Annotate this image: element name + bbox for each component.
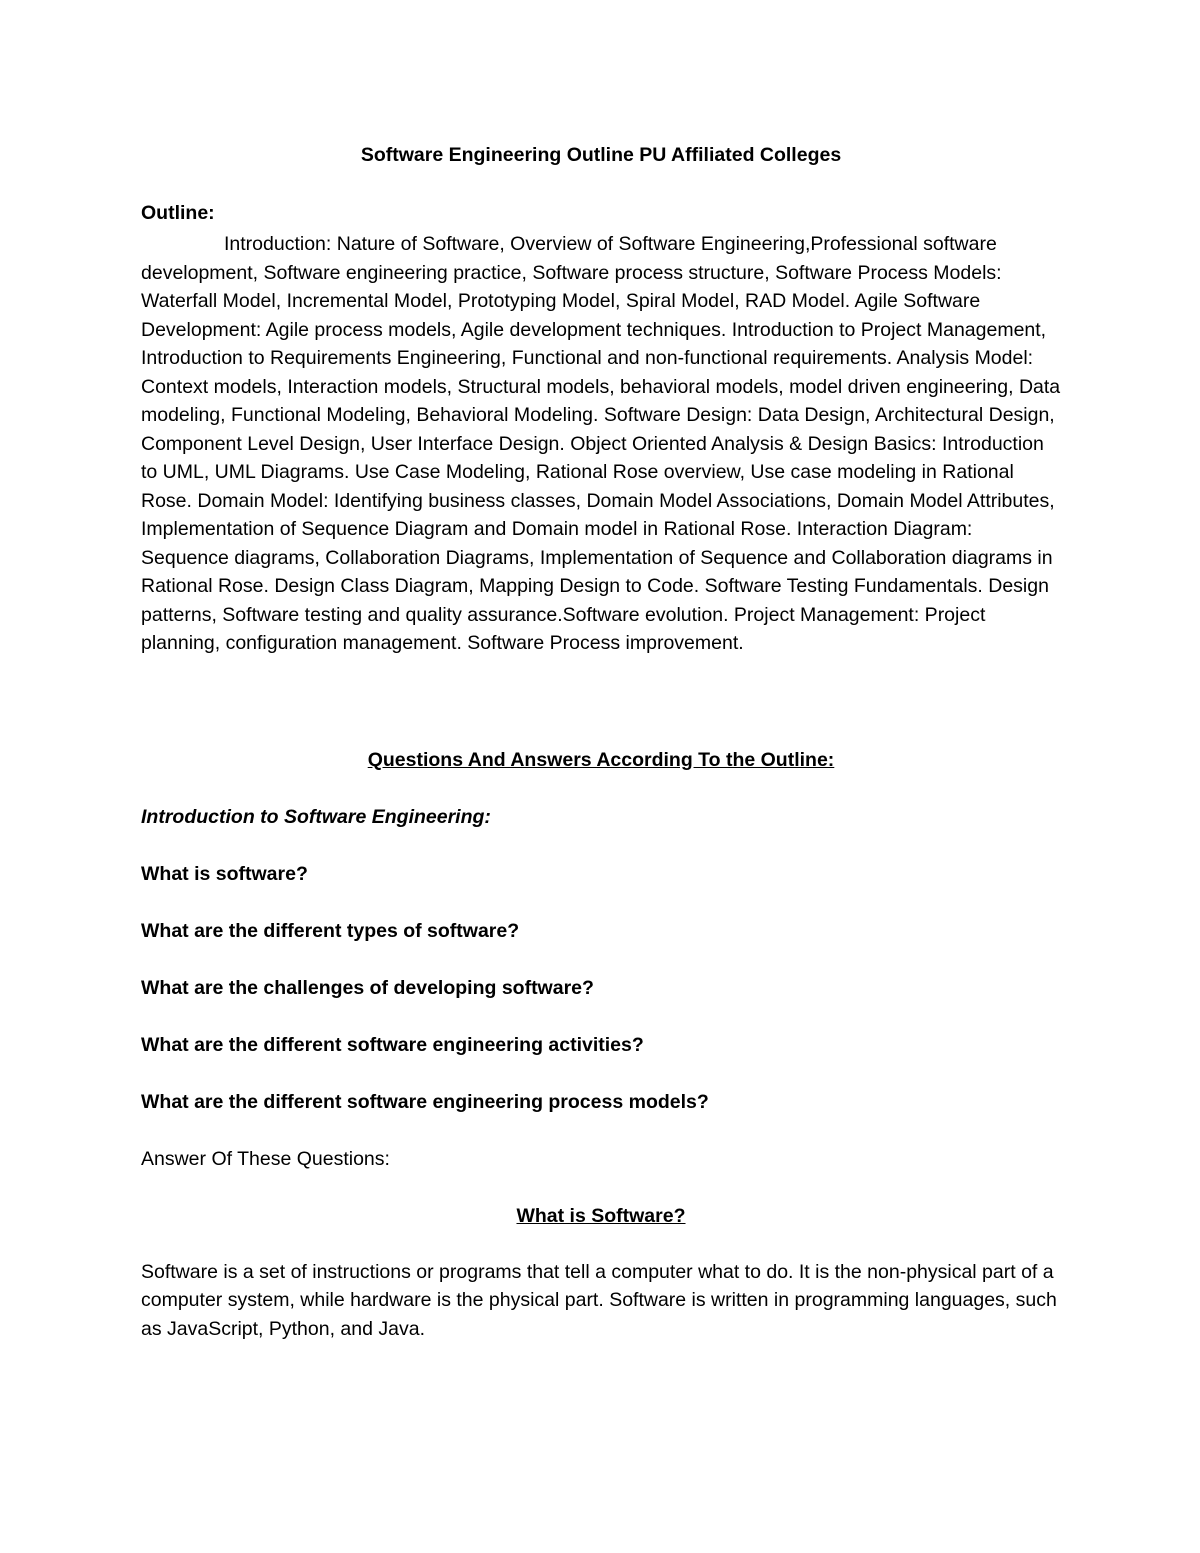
question-3: What are the challenges of developing software? [141,976,594,999]
qa-heading: Questions And Answers According To the Outline: [367,748,835,771]
answer-heading: What is Software? [516,1204,686,1227]
document-content [141,138,1061,1343]
question-2: What are the different types of software? [141,919,520,942]
answer-text: Software is a set of instructions or programs that tell a computer what to do. It is the non-physical part of a computer system, while hardware is the physical part. Software is written in programming languages, such as JavaScript, Python, and Java. [141,1260,1057,1340]
section-heading: Introduction to Software Engineering: [141,805,491,828]
document-title: Software Engineering Outline PU Affiliated Colleges [360,144,842,166]
question-5: What are the different software engineering process models? [141,1090,709,1113]
question-1: What is software? [141,862,308,885]
outline-text: Introduction: Nature of Software, Overview of Software Engineering,Professional software development, Software engineering practice, Software process structure, Software Process Models: Waterfall Model, Incremental Model, Prototyping Model, Spiral Model, RAD Model. Agile Software Development: Agile process models, Agile development techniques. Introduction to Project Management, Introduction to Requirements Engineering, Functional and non-functional requirements. Analysis Model: Context models, Interaction models, Structural models, behavioral models, model driven engineering, Data modeling, Functional Modeling, Behavioral Modeling. Software Design: Data Design, Architectural Design, Component Level Design, User Interface Design. Object Oriented Analysis & Design Basics: Introduction to UML, UML Diagrams. Use Case Modeling, Rational Rose overview, Use case modeling in Rational Rose. Domain Model: Identifying business classes, Domain Model Associations, Domain Model Attributes, Implementation of Sequence Diagram and Domain model in Rational Rose. Interaction Diagram: Sequence diagrams, Collaboration Diagrams, Implementation of Sequence and Collaboration diagrams in Rational Rose. Design Class Diagram, Mapping Design to Code. Software Testing Fundamentals. Design patterns, Software testing and quality assurance.Software evolution. Project Management: Project planning, configuration management. Software Process improvement. [141,233,1061,654]
outline-label: Outline: [141,202,215,224]
question-4: What are the different software engineering activities? [141,1033,644,1056]
answer-intro: Answer Of These Questions: [141,1147,390,1170]
